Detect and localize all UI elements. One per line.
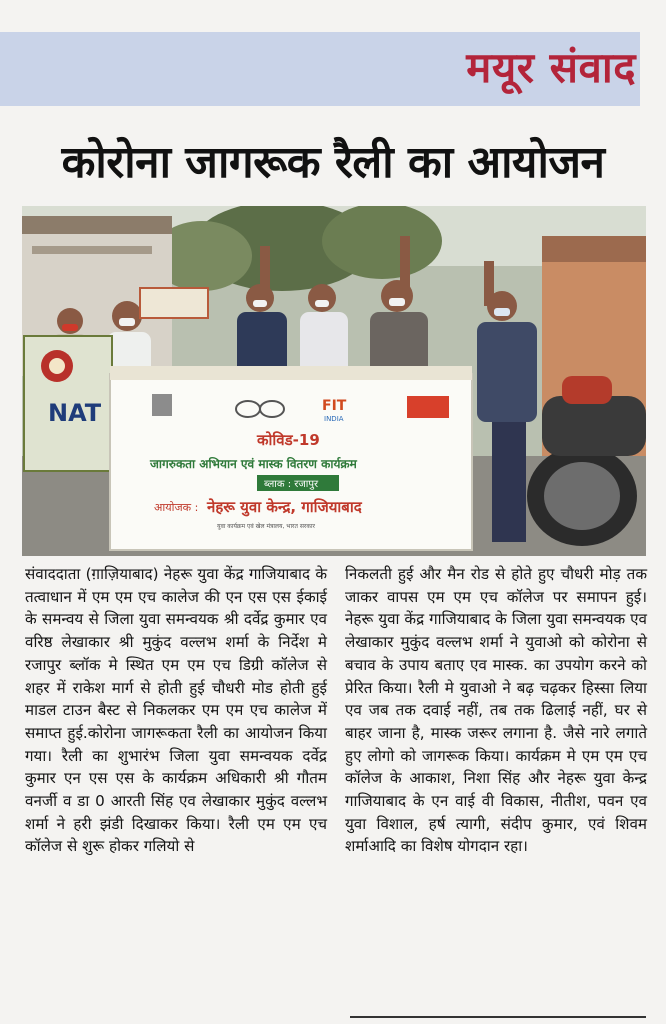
news-photo — [22, 206, 646, 556]
banner-block: ब्लाक : रजापुर — [264, 479, 319, 490]
banner-title: कोविड-19 — [257, 431, 320, 449]
banner-organizer-label: आयोजक : — [154, 501, 199, 514]
banner-organizer: नेहरू युवा केन्द्र, गाजियाबाद — [207, 498, 362, 516]
article-column-right: निकलती हुई और मैन रोड से होते हुए चौधरी मोड़ तक जाकर वापस एम एम एच कॉलेज पर समापन हुई। नेहरू युवा केंद्र गाजियाबाद के जिला युवा समन्वयक एव लेखाकार मुकुंद वल्लभ शर्मा ने युवाओ को कोरोना से बचाव के उपाय बताए एव मास्क. का उपयोग करने को प्रेरित किया। रैली मे युवाओ ने बढ़ चढ़कर हिस्सा लिया एव जब तक दवाई नहीं, तब तक ढिलाई नहीं, घर से बाहर जाना है, मास्क जरूर लगाना है. जैसे नारे लगाते हुए लोगो को जागरूक किया। कार्यक्रम मे एम एम एच कॉलेज के आकाश, निशा सिंह और नेहरू युवा केन्द्र गाजियाबाद के एन वाई वी विकास, नीतीश, पवन एव युवा विशाल, हर्ष त्यागी, संदीप कुमार, एवं शिवम शर्माआदि का विशेष योगदान रहा। — [345, 565, 647, 856]
page-headline: कोरोना जागरूक रैली का आयोजन — [61, 137, 605, 188]
banner-subtitle: जागरुकता अभियान एवं मास्क वितरण कार्यक्रम — [150, 457, 357, 471]
article-column-left: संवाददाता (ग़ाज़ियाबाद) नेहरू युवा केंद्र गाजियाबाद के तत्वाधान में एम एम एच कालेज की एन एस एस ईकाई के समन्वय से जिला युवा समन्वयक श्री दर्वेद्र कुमार एव वरिष्ठ लेखाकार श्री मुकुंद वल्लभ शर्मा के निर्देश मे रजापुर ब्लॉक मे स्थित एम एम एच डिग्री कॉलेज से शहर में राकेश मार्ग से होती हुई चौधरी मोड होती हुई माडल टाउन बैस्ट से निकलकर एम एम एच कालेज में समाप्त हुई.कोरोना जागरूकता रैली का आयोजन किया गया। रैली का शुभारंभ जिला युवा समन्वयक दर्वेद्र कुमार एन एस एस के कार्यक्रम अधिकारी श्री गौतम वनर्जी व डा 0 आरती सिंह एव लेखाकार मुकुंद वल्लभ शर्मा ने हरी झंडी दिखाकर किया। रैली एम एम एच कॉलेज से शुरू होकर गलियो से — [25, 565, 327, 856]
masthead-title: मयूर संवाद — [466, 43, 636, 92]
banner-ministry: युवा कार्यक्रम एवं खेल मंत्रालय, भारत सरकार — [217, 523, 315, 530]
rally-photo-illustration — [22, 206, 646, 556]
masthead-band — [0, 32, 640, 106]
fit-logo-line2: INDIA — [324, 415, 344, 423]
fit-logo-line1: FIT — [322, 398, 347, 414]
left-banner-text: NAT — [48, 399, 102, 427]
column-end-rule — [350, 1016, 646, 1018]
